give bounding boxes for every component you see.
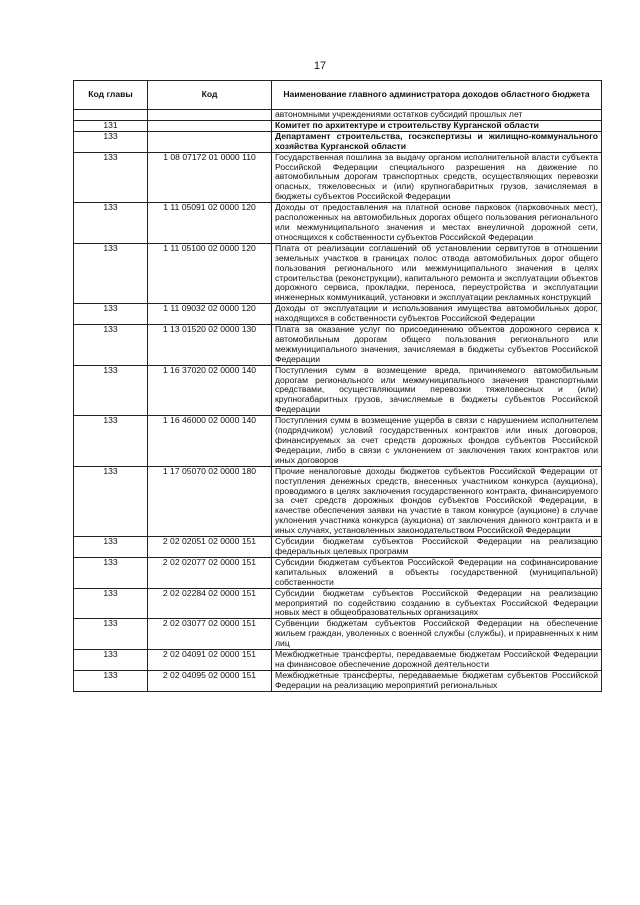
table-row xyxy=(74,670,602,691)
table-row xyxy=(74,557,602,588)
row-code: 2 02 02051 02 0000 151 xyxy=(148,537,272,558)
row-code xyxy=(148,110,272,121)
header-name: Наименование главного администратора доходов областного бюджета xyxy=(272,81,602,110)
header-code: Код xyxy=(148,81,272,110)
table-row xyxy=(74,304,602,325)
table-header-row xyxy=(74,81,602,110)
row-head-code: 133 xyxy=(74,416,148,467)
row-description: Субсидии бюджетам субъектов Российской Федерации на реализацию федеральных целевых программ xyxy=(272,537,602,558)
row-description: автономными учреждениями остатков субсидий прошлых лет xyxy=(272,110,602,121)
row-description: Доходы от предоставления на платной основе парковок (парковочных мест), расположенных на автомобильных дорогах общего пользования регионального или межмуниципального значения и местах внеуличной дорожной сети, относящихся к собственности субъектов Российской Федерации xyxy=(272,203,602,244)
row-code: 2 02 04095 02 0000 151 xyxy=(148,670,272,691)
table-row xyxy=(74,466,602,536)
row-description: Государственная пошлина за выдачу органом исполнительной власти субъекта Российской Федерации специального разрешения на движение по автомобильным дорогам транспортных средств, осуществляющих перевозки опасных, тяжеловесных и (или) крупногабаритных грузов, зачисляемая в бюджеты субъектов Российской Федерации xyxy=(272,152,602,203)
row-description: Департамент строительства, госэкспертизы и жилищно-коммунального хозяйства Курганской области xyxy=(272,131,602,152)
page-number: 17 xyxy=(313,60,327,72)
row-description: Субсидии бюджетам субъектов Российской Федерации на реализацию мероприятий по содействию созданию в субъектах Российской Федерации новых мест в общеобразовательных организациях xyxy=(272,588,602,619)
row-description: Субвенции бюджетам субъектов Российской Федерации на обеспечение жильем граждан, уволенных с военной службы (службы), и приравненных к ним лиц xyxy=(272,619,602,650)
row-head-code: 133 xyxy=(74,619,148,650)
row-description: Субсидии бюджетам субъектов Российской Федерации на софинансирование капитальных вложений в объекты государственной (муниципальной) собственности xyxy=(272,557,602,588)
row-description: Прочие неналоговые доходы бюджетов субъектов Российской Федерации от поступления денежных средств, внесенных участником конкурса (аукциона), проводимого в целях заключения государственного контракта, финансируемого за счет средств дорожных фондов субъектов Российской Федерации, в качестве обеспечения заявки на участие в таком конкурсе (аукционе) в случае уклонения участника конкурса (аукциона) от заключения данного контракта и в иных случаях, установленных законодательством Российской Федерации xyxy=(272,466,602,536)
row-description: Плата от реализации соглашений об установлении сервитутов в отношении земельных участков в границах полос отвода автомобильных дорог общего пользования регионального или межмуниципального значения в целях строительства (реконструкции), капитального ремонта и эксплуатации объектов дорожного сервиса, прокладки, переноса, переустройства и эксплуатации инженерных коммуникаций, установки и эксплуатации рекламных конструкций xyxy=(272,243,602,303)
row-code: 1 17 05070 02 0000 180 xyxy=(148,466,272,536)
table-row xyxy=(74,619,602,650)
row-head-code: 133 xyxy=(74,243,148,303)
revenue-administrators-table xyxy=(73,80,602,692)
row-code: 2 02 02077 02 0000 151 xyxy=(148,557,272,588)
table-row xyxy=(74,110,602,121)
table-row xyxy=(74,650,602,671)
table-body xyxy=(74,110,602,692)
row-code: 2 02 02284 02 0000 151 xyxy=(148,588,272,619)
table-row xyxy=(74,120,602,131)
row-head-code xyxy=(74,110,148,121)
row-head-code: 133 xyxy=(74,304,148,325)
row-description: Поступления сумм в возмещение вреда, причиняемого автомобильным дорогам регионального или межмуниципального значения транспортными средствами, осуществляющими перевозки тяжеловесных и (или) крупногабаритных грузов, зачисляемые в бюджеты субъектов Российской Федерации xyxy=(272,365,602,416)
row-head-code: 133 xyxy=(74,131,148,152)
table-row xyxy=(74,588,602,619)
row-head-code: 133 xyxy=(74,466,148,536)
row-code: 1 13 01520 02 0000 130 xyxy=(148,325,272,366)
table-row xyxy=(74,152,602,203)
row-head-code: 133 xyxy=(74,365,148,416)
row-head-code: 133 xyxy=(74,557,148,588)
row-description: Поступления сумм в возмещение ущерба в связи с нарушением исполнителем (подрядчиком) условий государственных контрактов или иных договоров, финансируемых за счет средств дорожных фондов субъектов Российской Федерации, либо в связи с уклонением от заключения таких контрактов или иных договоров xyxy=(272,416,602,467)
row-head-code: 131 xyxy=(74,120,148,131)
table-row xyxy=(74,131,602,152)
row-description: Комитет по архитектуре и строительству Курганской области xyxy=(272,120,602,131)
row-description: Межбюджетные трансферты, передаваемые бюджетам Российской Федерации на финансовое обеспечение дорожной деятельности xyxy=(272,650,602,671)
table-row xyxy=(74,243,602,303)
row-head-code: 133 xyxy=(74,152,148,203)
row-code: 1 11 05100 02 0000 120 xyxy=(148,243,272,303)
row-description: Межбюджетные трансферты, передаваемые бюджетам субъектов Российской Федерации на реализацию мероприятий региональных xyxy=(272,670,602,691)
row-head-code: 133 xyxy=(74,203,148,244)
row-description: Доходы от эксплуатации и использования имущества автомобильных дорог, находящихся в собственности субъектов Российской Федерации xyxy=(272,304,602,325)
row-code: 2 02 04091 02 0000 151 xyxy=(148,650,272,671)
row-code: 1 16 37020 02 0000 140 xyxy=(148,365,272,416)
row-code: 1 16 46000 02 0000 140 xyxy=(148,416,272,467)
row-code: 2 02 03077 02 0000 151 xyxy=(148,619,272,650)
row-head-code: 133 xyxy=(74,650,148,671)
table-row xyxy=(74,416,602,467)
row-code xyxy=(148,120,272,131)
table-row xyxy=(74,325,602,366)
row-code: 1 11 09032 02 0000 120 xyxy=(148,304,272,325)
row-description: Плата за оказание услуг по присоединению объектов дорожного сервиса к автомобильным дорогам общего пользования регионального или межмуниципального значения, зачисляемая в бюджеты субъектов Российской Федерации xyxy=(272,325,602,366)
row-code: 1 11 05091 02 0000 120 xyxy=(148,203,272,244)
row-code: 1 08 07172 01 0000 110 xyxy=(148,152,272,203)
row-code xyxy=(148,131,272,152)
table-row xyxy=(74,365,602,416)
row-head-code: 133 xyxy=(74,537,148,558)
row-head-code: 133 xyxy=(74,325,148,366)
table-row xyxy=(74,537,602,558)
row-head-code: 133 xyxy=(74,588,148,619)
table-row xyxy=(74,203,602,244)
row-head-code: 133 xyxy=(74,670,148,691)
header-head-code: Код главы xyxy=(74,81,148,110)
